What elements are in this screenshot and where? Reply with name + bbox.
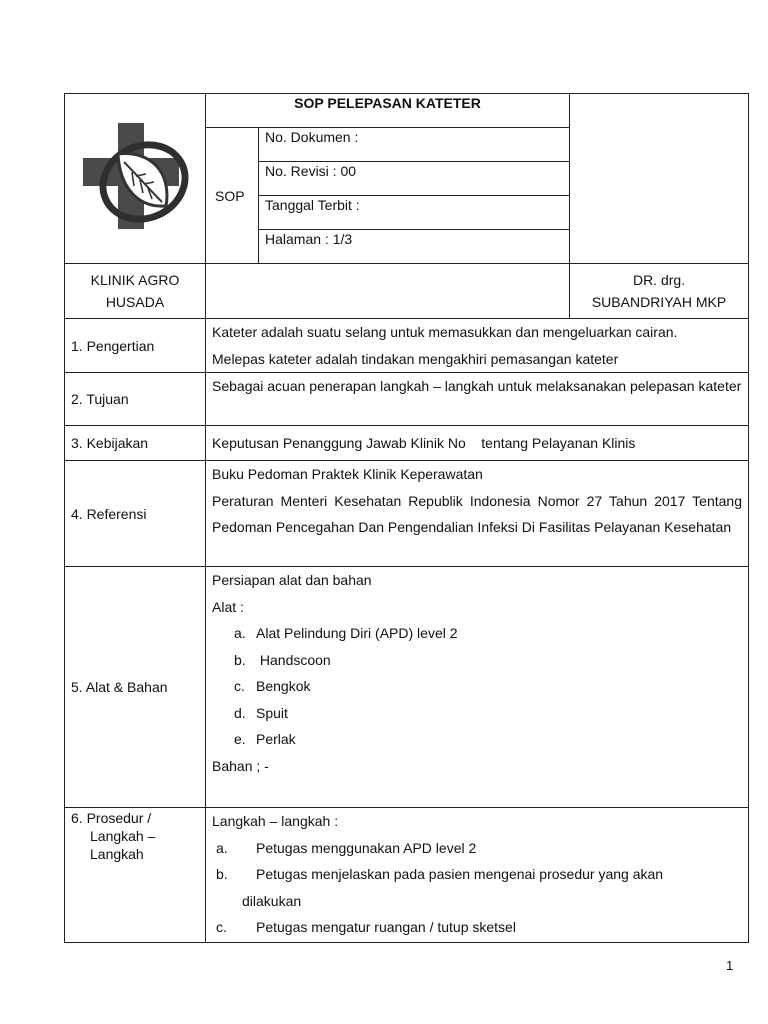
medical-cross-leaf-logo-icon xyxy=(80,120,190,232)
tujuan-label: 2. Tujuan xyxy=(65,373,206,426)
kebijakan-label: 3. Kebijakan xyxy=(65,426,206,461)
list-item: c. Bengkok xyxy=(234,678,311,694)
alat-list xyxy=(212,620,742,753)
alat-bahan-content xyxy=(206,567,749,808)
list-item: d. Spuit xyxy=(234,704,288,721)
page-number: 1 xyxy=(726,958,734,973)
alat-label: Alat : xyxy=(212,598,244,615)
prosedur-intro: Langkah – langkah : xyxy=(212,813,339,829)
alat-bahan-intro: Persiapan alat dan bahan xyxy=(212,572,372,588)
referensi-content xyxy=(206,461,749,567)
list-item: e. Perlak xyxy=(234,731,296,747)
list-item: c. Petugas mengatur ruangan / tutup sketsel xyxy=(216,919,516,935)
no-revisi-field: No. Revisi : 00 xyxy=(259,162,570,196)
signer-line1: DR. drg. xyxy=(632,272,686,288)
signer-name xyxy=(570,264,749,319)
clinic-middle-blank xyxy=(206,264,570,319)
pengertian-content xyxy=(206,319,749,373)
kebijakan-content: Keputusan Penanggung Jawab Klinik No tentang Pelayanan Klinis xyxy=(206,426,749,461)
prosedur-content xyxy=(206,808,749,943)
prosedur-label-line1: 6. Prosedur / xyxy=(71,810,152,826)
list-item: a. Alat Pelindung Diri (APD) level 2 xyxy=(234,625,458,641)
pengertian-line-1: Kateter adalah suatu selang untuk memasukkan dan mengeluarkan cairan. xyxy=(212,324,678,340)
clinic-name xyxy=(65,264,206,319)
list-item: b. Petugas menjelaskan pada pasien mengenai prosedur yang akan xyxy=(216,866,664,882)
prosedur-label xyxy=(65,808,206,943)
logo-cell xyxy=(65,94,206,264)
no-dokumen-field: No. Dokumen : xyxy=(259,128,570,162)
tanggal-terbit-field: Tanggal Terbit : xyxy=(259,196,570,230)
prosedur-label-line3: Langkah xyxy=(90,846,144,862)
halaman-field: Halaman : 1/3 xyxy=(259,230,570,264)
sop-label: SOP xyxy=(206,128,259,264)
document-title: SOP PELEPASAN KATETER xyxy=(206,94,570,128)
bahan-label: Bahan ; - xyxy=(212,757,269,774)
list-item-continuation: dilakukan xyxy=(242,892,302,909)
prosedur-label-line2: Langkah – xyxy=(90,828,156,844)
clinic-name-line1: KLINIK AGRO xyxy=(90,272,180,288)
referensi-label: 4. Referensi xyxy=(65,461,206,567)
sop-document xyxy=(64,93,748,943)
referensi-line-2: Peraturan Menteri Kesehatan Republik Indonesia Nomor 27 Tahun 2017 Tentang Pedoman Pencegahan Dan Pengendalian Infeksi Di Fasilitas Pelayanan Kesehatan xyxy=(212,492,743,535)
tujuan-content: Sebagai acuan penerapan langkah – langkah untuk melaksanakan pelepasan kateter xyxy=(206,373,749,426)
alat-bahan-label: 5. Alat & Bahan xyxy=(65,567,206,808)
clinic-name-line2: HUSADA xyxy=(105,294,165,310)
referensi-line-1: Buku Pedoman Praktek Klinik Keperawatan xyxy=(212,466,483,482)
pengertian-line-2: Melepas kateter adalah tindakan mengakhiri pemasangan kateter xyxy=(212,350,619,367)
header-right-blank xyxy=(570,94,749,264)
pengertian-label: 1. Pengertian xyxy=(65,319,206,373)
prosedur-steps xyxy=(212,835,742,941)
list-item: b. Handscoon xyxy=(234,651,331,668)
signer-line2: SUBANDRIYAH MKP xyxy=(591,294,727,310)
sop-table xyxy=(64,93,749,943)
list-item: a. Petugas menggunakan APD level 2 xyxy=(216,839,477,856)
